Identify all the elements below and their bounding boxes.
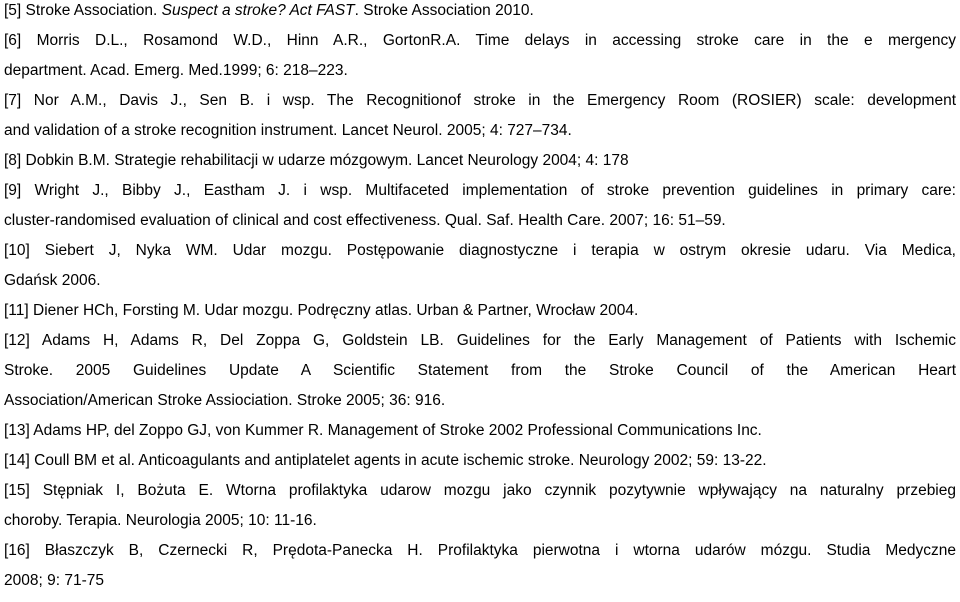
reference-title-italic: Suspect a stroke? Act FAST	[161, 2, 355, 19]
reference-text: [10] Siebert J, Nyka WM. Udar mozgu. Postępowanie diagnostyczne i terapia w ostrym okresie udaru. Via Medica,	[4, 242, 956, 259]
reference-text: [5] Stroke Association.	[4, 2, 162, 19]
reference-line	[4, 361, 956, 381]
reference-text: [9] Wright J., Bibby J., Eastham J. i wsp. Multifaceted implementation of stroke prevention guidelines in primary care:	[4, 182, 956, 199]
reference-text: cluster-randomised evaluation of clinical and cost effectiveness. Qual. Saf. Health Care. 2007; 16: 51–59.	[4, 212, 726, 229]
reference-line	[4, 451, 767, 471]
reference-line	[4, 61, 348, 81]
reference-line	[4, 151, 629, 171]
reference-text: 2008; 9: 71-75	[4, 572, 104, 589]
reference-line	[4, 241, 956, 261]
reference-text: and validation of a stroke recognition instrument. Lancet Neurol. 2005; 4: 727–734.	[4, 122, 572, 139]
reference-line	[4, 211, 726, 231]
reference-line	[4, 511, 317, 531]
reference-text: [16] Błaszczyk B, Czernecki R, Prędota-Panecka H. Profilaktyka pierwotna i wtorna udarów mózgu. Studia Medyczne	[4, 542, 956, 559]
reference-line	[4, 541, 956, 561]
reference-line	[4, 421, 762, 441]
reference-line	[4, 181, 956, 201]
reference-line	[4, 91, 956, 111]
reference-text: Association/American Stroke Assiociation. Stroke 2005; 36: 916.	[4, 392, 446, 409]
reference-line	[4, 121, 572, 141]
reference-line	[4, 331, 956, 351]
reference-line	[4, 301, 638, 321]
reference-line	[4, 571, 104, 591]
reference-line	[4, 271, 101, 291]
reference-text: choroby. Terapia. Neurologia 2005; 10: 11-16.	[4, 512, 317, 529]
reference-line	[4, 391, 445, 411]
reference-text: [7] Nor A.M., Davis J., Sen B. i wsp. The Recognitionof stroke in the Emergency Room (ROSIER) scale: development	[4, 92, 956, 109]
reference-text: Stroke. 2005 Guidelines Update A Scientific Statement from the Stroke Council of the American Heart	[4, 362, 956, 379]
reference-text: [8] Dobkin B.M. Strategie rehabilitacji w udarze mózgowym. Lancet Neurology 2004; 4: 178	[4, 152, 629, 169]
reference-line	[4, 1, 534, 21]
reference-line	[4, 31, 956, 51]
reference-text: department. Acad. Emerg. Med.1999; 6: 218–223.	[4, 62, 348, 79]
reference-text: . Stroke Association 2010.	[354, 2, 534, 19]
reference-text: [13] Adams HP, del Zoppo GJ, von Kummer R. Management of Stroke 2002 Professional Communications Inc.	[4, 422, 762, 439]
reference-text: [12] Adams H, Adams R, Del Zoppa G, Goldstein LB. Guidelines for the Early Management of Patients with Ischemic	[4, 332, 956, 349]
reference-text: [11] Diener HCh, Forsting M. Udar mozgu. Podręczny atlas. Urban & Partner, Wrocław 2004.	[4, 302, 639, 319]
reference-text: [14] Coull BM et al. Anticoagulants and antiplatelet agents in acute ischemic stroke. Neurology 2002; 59: 13-22.	[4, 452, 767, 469]
reference-text: [6] Morris D.L., Rosamond W.D., Hinn A.R., GortonR.A. Time delays in accessing stroke care in the e mergency	[4, 32, 956, 49]
reference-line	[4, 481, 956, 501]
reference-text: Gdańsk 2006.	[4, 272, 101, 289]
reference-text: [15] Stępniak I, Bożuta E. Wtorna profilaktyka udarow mozgu jako czynnik pozytywnie wpływający na naturalny przebieg	[4, 482, 956, 499]
